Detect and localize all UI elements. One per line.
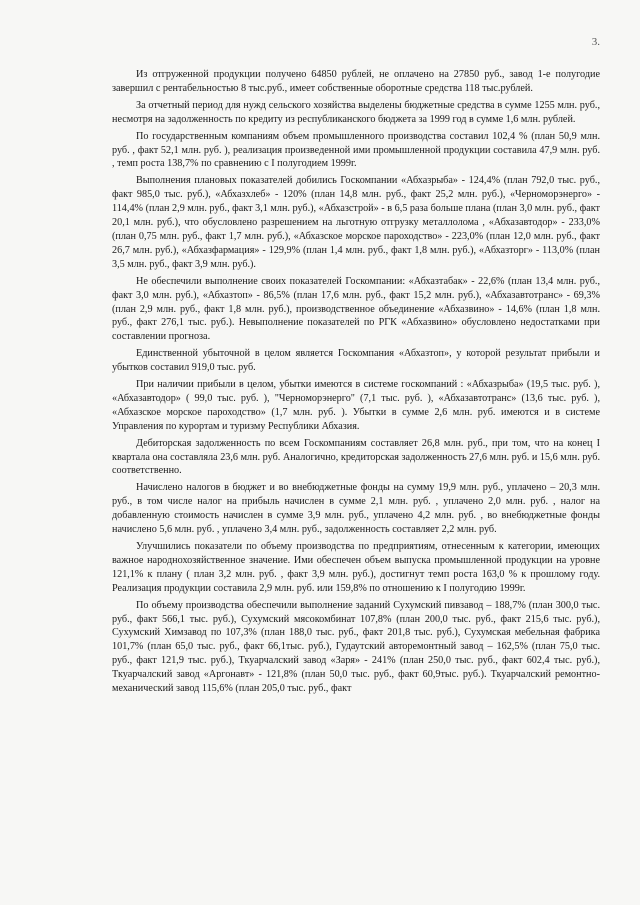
- paragraph: Дебиторская задолженность по всем Госкомпаниям составляет 26,8 млн. руб., при том, что на конец I квартала она составляла 23,6 млн. руб. Аналогично, кредиторская задолженность 27,6 млн. руб. и 15,6 млн. руб. соответственно.: [112, 437, 600, 477]
- page-number: 3.: [591, 36, 600, 48]
- paragraph: Из отгруженной продукции получено 64850 рублей, не оплачено на 27850 руб., завод 1-е полугодие завершил с рентабельностью 8 тыс.руб., имеет собственные оборотные средства 118 тыс.рублей.: [112, 69, 600, 94]
- paragraph: Улучшились показатели по объему производства по предприятиям, отнесенным к категории, имеющих важное народнохозяйственное значение. Ими обеспечен объем выпуска промышленной продукции на уровне 121,1% к плану ( план 3,2 млн. руб. , факт 3,9 млн. руб.), достигнут темп роста 163,0 % к прошлому году. Реализация продукции составила 2,9 млн. руб. или 159,8% по отношению к I полугодию 1999г.: [112, 541, 600, 594]
- paragraph: При наличии прибыли в целом, убытки имеются в системе госкомпаний : «Абхазрыба» (19,5 тыс. руб. ), «Абхазавтодор» ( 99,0 тыс. руб. ), "Черноморэнерго" (7,1 тыс. руб. ), «Абхазавтотранс» (13,6 тыс. руб. ), «Абхазское морское пароходство» (1,7 млн. руб. ). Убытки в сумме 2,6 млн. руб. имеются и в системе Управления по курортам и туризму Республики Абхазия.: [112, 379, 600, 432]
- paragraph: Единственной убыточной в целом является Госкомпания «Абхазтоп», у которой результат прибыли и убытков составил 919,0 тыс. руб.: [112, 348, 600, 374]
- document-body: [112, 68, 600, 699]
- paragraph: По государственным компаниям объем промышленного производства составил 102,4 % (план 50,9 млн. руб. , факт 52,1 млн. руб. ), реализация произведенной ими промышленной продукции составила 47,9 млн. руб. , темп роста 138,7% по сравнению с I полугодием 1999г.: [112, 130, 600, 170]
- paragraph: Выполнения плановых показателей добились Госкомпании «Абхазрыба» - 124,4% (план 792,0 тыс. руб., факт 985,0 тыс. руб.), «Абхазхлеб» - 120% (план 14,8 млн. руб., факт 25,2 млн. руб.), «Черноморэнерго» - 114,4% (план 2,9 млн. руб., факт 3,1 млн. руб.), «Абхазстрой» - в 6,5 раза больше плана (план 3,0 млн. руб., факт 20,1 млн. руб.), что обусловлено разрешением на льготную отгрузку металлолома , «Абхазавтодор» - 233,0% (план 0,75 млн. руб., факт 1,7 млн. руб.), «Абхазское морское пароходство» - 223,0% (план 12,0 млн. руб., факт 26,7 млн. руб.), «Абхазфармация» - 129,9% (план 1,4 млн. руб., факт 1,8 млн. руб.), «Абхазторг» - 113,0% (план 3,5 млн. руб., факт 3,9 млн. руб.).: [112, 175, 600, 270]
- paragraph: По объему производства обеспечили выполнение заданий Сухумский пивзавод – 188,7% (план 300,0 тыс. руб., факт 566,1 тыс. руб.), Сухумский мясокомбинат 107,8% (план 200,0 тыс. руб., факт 215,6 тыс. руб.), Сухумский Химзавод по 107,3% (план 188,0 тыс. руб., факт 201,8 тыс. руб.), Сухумская мебельная фабрика 101,7% (план 65,0 тыс. руб., факт 66,1тыс. руб.), Гудаутский авторемонтный завод – 162,5% (план 75,0 тыс. руб., факт 121,9 тыс. руб.), Ткуарчалский завод «Заря» - 241% (план 250,0 тыс. руб., факт 602,4 тыс. руб.), Ткуарчалский завод «Аргонавт» - 121,8% (план 50,0 тыс. руб., факт 60,9тыс. руб.). Ткуарчалский ремонтно-механический завод 115,6% (план 205,0 тыс. руб., факт: [112, 599, 600, 695]
- paragraph: Не обеспечили выполнение своих показателей Госкомпании: «Абхазтабак» - 22,6% (план 13,4 млн. руб., факт 3,0 млн. руб.), «Абхазтоп» - 86,5% (план 17,6 млн. руб., факт 15,2 млн. руб.), «Абхазавтотранс» - 69,3% (план 2,9 млн. руб., факт 1,8 млн. руб.), производственное объединение «Абхазвино» - 14,6% (план 1,8 млн. руб., факт 276,1 тыс. руб.). Невыполнение показателей по РГК «Абхазвино» обусловлено недостатками при составлении прогноза.: [112, 275, 600, 343]
- paragraph: За отчетный период для нужд сельского хозяйства выделены бюджетные средства в сумме 1255 млн. руб., несмотря на задолженность по кредиту из республиканского бюджета за 1999 год в сумме 1,6 млн. рублей.: [112, 99, 600, 125]
- paragraph: Начислено налогов в бюджет и во внебюджетные фонды на сумму 19,9 млн. руб., уплачено – 20,3 млн. руб., в том числе налог на прибыль начислен в сумме 2,1 млн. руб. , уплачено 2,0 млн. руб. , налог на добавленную стоимость начислен в сумме 3,9 млн. руб., уплачено 4,2 млн. руб. , во внебюджетные фонды начислено 5,6 млн. руб. , уплачено 3,4 млн. руб., задолженность составляет 2,2 млн. руб.: [112, 482, 600, 536]
